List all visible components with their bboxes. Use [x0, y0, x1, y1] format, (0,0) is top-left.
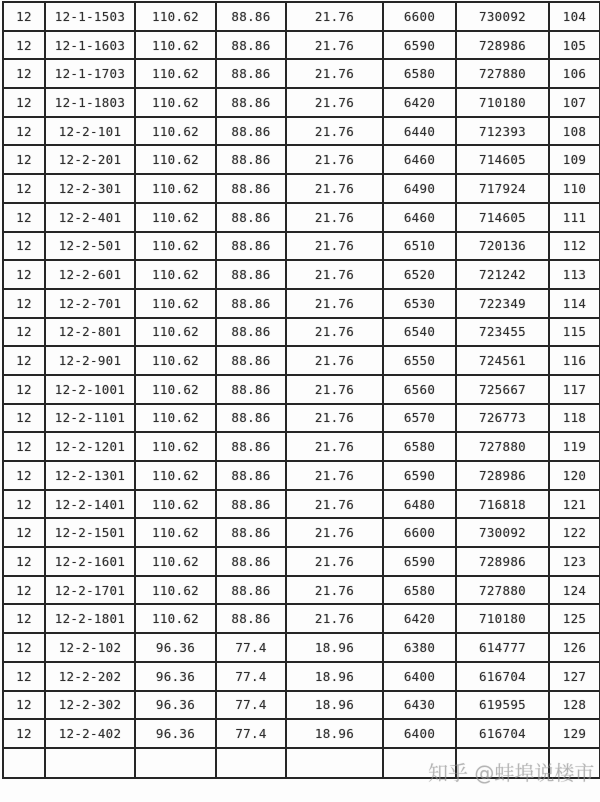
table-row: [3, 719, 600, 748]
table-cell: 12-2-1201: [45, 432, 135, 461]
table-cell: 12-2-101: [45, 117, 135, 146]
table-cell: 6460: [383, 145, 456, 174]
table-cell: 110.62: [135, 145, 216, 174]
table-cell: 6480: [383, 490, 456, 519]
table-cell: 110: [549, 174, 600, 203]
table-cell: 724561: [456, 346, 549, 375]
table-cell: 12: [3, 145, 45, 174]
table-cell: 12: [3, 719, 45, 748]
table-cell: 12-2-1701: [45, 576, 135, 605]
table-cell: 88.86: [216, 518, 286, 547]
table-cell: 77.4: [216, 719, 286, 748]
table-cell: 88.86: [216, 432, 286, 461]
table-cell: 728986: [456, 547, 549, 576]
table-cell: 12: [3, 518, 45, 547]
price-table: [2, 1, 600, 779]
table-cell: 12: [3, 604, 45, 633]
table-cell: 121: [549, 490, 600, 519]
table-cell: 616704: [456, 719, 549, 748]
table-cell: 6540: [383, 318, 456, 347]
table-cell: 12-2-1001: [45, 375, 135, 404]
table-cell: 6560: [383, 375, 456, 404]
table-cell: 88.86: [216, 375, 286, 404]
table-cell: 18.96: [286, 662, 383, 691]
table-cell: 725667: [456, 375, 549, 404]
table-cell: 730092: [456, 518, 549, 547]
table-cell: 21.76: [286, 203, 383, 232]
table-row: [3, 289, 600, 318]
table-cell: 6420: [383, 88, 456, 117]
table-cell: 21.76: [286, 404, 383, 433]
table-cell: 110.62: [135, 547, 216, 576]
table-cell: 12: [3, 490, 45, 519]
table-cell: 721242: [456, 260, 549, 289]
table-cell: 110.62: [135, 604, 216, 633]
table-cell: 127: [549, 662, 600, 691]
table-cell: 110.62: [135, 88, 216, 117]
table-row: [3, 88, 600, 117]
table-cell: 21.76: [286, 260, 383, 289]
table-cell: 107: [549, 88, 600, 117]
table-cell: 728986: [456, 461, 549, 490]
table-cell: 126: [549, 633, 600, 662]
table-cell: 110.62: [135, 174, 216, 203]
table-cell: 88.86: [216, 117, 286, 146]
table-cell: 88.86: [216, 289, 286, 318]
table-cell: 21.76: [286, 576, 383, 605]
table-cell: 6590: [383, 31, 456, 60]
table-cell: 21.76: [286, 59, 383, 88]
table-cell: 12-2-701: [45, 289, 135, 318]
table-cell: 12-2-401: [45, 203, 135, 232]
table-cell: 110.62: [135, 31, 216, 60]
table-cell: 6440: [383, 117, 456, 146]
table-cell: 88.86: [216, 145, 286, 174]
table-cell: 114: [549, 289, 600, 318]
table-cell: 12-2-601: [45, 260, 135, 289]
table-cell: 123: [549, 547, 600, 576]
table-row: [3, 2, 600, 31]
table-cell: 110.62: [135, 232, 216, 261]
table-cell: 12-2-301: [45, 174, 135, 203]
table-cell: 88.86: [216, 490, 286, 519]
table-row: [3, 633, 600, 662]
table-cell: 12: [3, 260, 45, 289]
table-cell: 124: [549, 576, 600, 605]
table-cell: 122: [549, 518, 600, 547]
table-cell: 12: [3, 633, 45, 662]
table-cell: 105: [549, 31, 600, 60]
table-cell: 12: [3, 662, 45, 691]
table-cell: 12: [3, 576, 45, 605]
table-cell: 110.62: [135, 2, 216, 31]
table-cell: 619595: [456, 691, 549, 720]
table-cell: 6580: [383, 576, 456, 605]
table-cell: 110.62: [135, 117, 216, 146]
table-cell: 720136: [456, 232, 549, 261]
table-cell: 6420: [383, 604, 456, 633]
table-cell: 88.86: [216, 31, 286, 60]
table-cell: 12: [3, 547, 45, 576]
table-cell: 21.76: [286, 232, 383, 261]
table-cell: 116: [549, 346, 600, 375]
table-cell: 21.76: [286, 490, 383, 519]
table-row: [3, 318, 600, 347]
table-cell: 712393: [456, 117, 549, 146]
table-row: [3, 461, 600, 490]
table-row-clipped: [3, 748, 600, 778]
table-cell: 12: [3, 117, 45, 146]
table-row: [3, 432, 600, 461]
table-cell: 110.62: [135, 203, 216, 232]
table-cell: 96.36: [135, 633, 216, 662]
table-cell: 88.86: [216, 604, 286, 633]
table-cell: 727880: [456, 59, 549, 88]
table-cell: 21.76: [286, 289, 383, 318]
table-cell: [3, 748, 45, 778]
table-cell: 6600: [383, 2, 456, 31]
table-cell: 12-2-1301: [45, 461, 135, 490]
table-cell: 113: [549, 260, 600, 289]
table-cell: 115: [549, 318, 600, 347]
table-cell: 88.86: [216, 318, 286, 347]
table-cell: 12-2-1501: [45, 518, 135, 547]
table-cell: 12-1-1503: [45, 2, 135, 31]
table-cell: 6590: [383, 461, 456, 490]
table-cell: 88.86: [216, 547, 286, 576]
table-cell: 88.86: [216, 461, 286, 490]
table-cell: 716818: [456, 490, 549, 519]
table-cell: 6490: [383, 174, 456, 203]
table-row: [3, 547, 600, 576]
table-cell: 6600: [383, 518, 456, 547]
table-cell: 12: [3, 318, 45, 347]
table-cell: 117: [549, 375, 600, 404]
table-row: [3, 346, 600, 375]
table-row: [3, 375, 600, 404]
table-cell: 129: [549, 719, 600, 748]
table-cell: 12-2-1401: [45, 490, 135, 519]
table-cell: 110.62: [135, 318, 216, 347]
table-cell: 12: [3, 432, 45, 461]
table-cell: 110.62: [135, 375, 216, 404]
table-cell: 6380: [383, 633, 456, 662]
table-cell: 110.62: [135, 260, 216, 289]
table-cell: 125: [549, 604, 600, 633]
table-cell: 12-2-1601: [45, 547, 135, 576]
table-row: [3, 576, 600, 605]
table-cell: 88.86: [216, 59, 286, 88]
table-row: [3, 490, 600, 519]
table-cell: 119: [549, 432, 600, 461]
table-cell: 110.62: [135, 346, 216, 375]
table-cell: 88.86: [216, 2, 286, 31]
table-cell: 722349: [456, 289, 549, 318]
table-cell: 728986: [456, 31, 549, 60]
table-cell: 88.86: [216, 203, 286, 232]
table-cell: 12-2-901: [45, 346, 135, 375]
table-cell: 727880: [456, 432, 549, 461]
table-cell: 77.4: [216, 662, 286, 691]
table-cell: 110.62: [135, 59, 216, 88]
table-row: [3, 31, 600, 60]
table-cell: 120: [549, 461, 600, 490]
table-cell: 88.86: [216, 232, 286, 261]
table-cell: 96.36: [135, 691, 216, 720]
table-cell: 12: [3, 31, 45, 60]
table-cell: 12-1-1803: [45, 88, 135, 117]
table-cell: [383, 748, 456, 778]
table-cell: 21.76: [286, 117, 383, 146]
table-cell: 18.96: [286, 633, 383, 662]
table-cell: 6430: [383, 691, 456, 720]
table-cell: 6590: [383, 547, 456, 576]
table-cell: 88.86: [216, 174, 286, 203]
table-row: [3, 232, 600, 261]
table-cell: 110.62: [135, 289, 216, 318]
table-cell: 88.86: [216, 576, 286, 605]
table-cell: 616704: [456, 662, 549, 691]
table-cell: 110.62: [135, 576, 216, 605]
table-cell: 12: [3, 461, 45, 490]
table-cell: 12-2-102: [45, 633, 135, 662]
table-body: [3, 2, 600, 748]
table-cell: 110.62: [135, 432, 216, 461]
table-cell: 6460: [383, 203, 456, 232]
table-cell: 108: [549, 117, 600, 146]
table-cell: 6550: [383, 346, 456, 375]
table-cell: 730092: [456, 2, 549, 31]
table-cell: 12-2-201: [45, 145, 135, 174]
table-cell: 21.76: [286, 432, 383, 461]
clipped-row-container: [3, 748, 600, 778]
table-cell: 21.76: [286, 547, 383, 576]
table-cell: 12-1-1603: [45, 31, 135, 60]
table-cell: 6580: [383, 59, 456, 88]
table-cell: 723455: [456, 318, 549, 347]
table-cell: 110.62: [135, 518, 216, 547]
table-cell: 96.36: [135, 662, 216, 691]
table-cell: 96.36: [135, 719, 216, 748]
table-cell: 12: [3, 88, 45, 117]
table-row: [3, 203, 600, 232]
table-cell: 12-2-1801: [45, 604, 135, 633]
table-cell: 12: [3, 203, 45, 232]
table-cell: 21.76: [286, 461, 383, 490]
table-cell: 21.76: [286, 604, 383, 633]
table-cell: 21.76: [286, 2, 383, 31]
table-cell: 18.96: [286, 691, 383, 720]
table-row: [3, 404, 600, 433]
table-cell: 77.4: [216, 691, 286, 720]
table-cell: 614777: [456, 633, 549, 662]
table-cell: 12-2-1101: [45, 404, 135, 433]
table-cell: 104: [549, 2, 600, 31]
table-cell: 12: [3, 404, 45, 433]
table-cell: 12-2-501: [45, 232, 135, 261]
table-cell: 6400: [383, 719, 456, 748]
table-cell: 6570: [383, 404, 456, 433]
table-cell: 12-2-801: [45, 318, 135, 347]
table-cell: [216, 748, 286, 778]
table-cell: 12: [3, 2, 45, 31]
table-cell: 21.76: [286, 518, 383, 547]
table-row: [3, 662, 600, 691]
table-cell: 12: [3, 375, 45, 404]
table-cell: 717924: [456, 174, 549, 203]
table-cell: 128: [549, 691, 600, 720]
table-cell: 6520: [383, 260, 456, 289]
table-cell: 21.76: [286, 145, 383, 174]
table-row: [3, 518, 600, 547]
table-cell: 710180: [456, 604, 549, 633]
table-cell: 110.62: [135, 461, 216, 490]
table-cell: 12-2-402: [45, 719, 135, 748]
table-cell: [45, 748, 135, 778]
table-cell: 710180: [456, 88, 549, 117]
table-cell: 88.86: [216, 404, 286, 433]
table-cell: 12: [3, 174, 45, 203]
table-cell: 18.96: [286, 719, 383, 748]
table-row: [3, 604, 600, 633]
table-cell: 12: [3, 232, 45, 261]
table-cell: 88.86: [216, 346, 286, 375]
table-cell: 21.76: [286, 318, 383, 347]
table-cell: 77.4: [216, 633, 286, 662]
table-cell: 118: [549, 404, 600, 433]
table-cell: 12: [3, 346, 45, 375]
table-cell: [549, 748, 600, 778]
table-cell: 6580: [383, 432, 456, 461]
table-cell: 110.62: [135, 404, 216, 433]
table-cell: 12: [3, 691, 45, 720]
table-cell: 6400: [383, 662, 456, 691]
table-cell: 21.76: [286, 375, 383, 404]
table-row: [3, 691, 600, 720]
table-cell: 12-2-302: [45, 691, 135, 720]
table-cell: 727880: [456, 576, 549, 605]
table-cell: 12-1-1703: [45, 59, 135, 88]
table-cell: 111: [549, 203, 600, 232]
table-row: [3, 59, 600, 88]
table-cell: 88.86: [216, 88, 286, 117]
table-cell: [135, 748, 216, 778]
table-cell: 112: [549, 232, 600, 261]
table-cell: 88.86: [216, 260, 286, 289]
table-row: [3, 145, 600, 174]
table-cell: 726773: [456, 404, 549, 433]
table-cell: 21.76: [286, 174, 383, 203]
table-cell: 12: [3, 289, 45, 318]
table-cell: 12: [3, 59, 45, 88]
table-cell: 110.62: [135, 490, 216, 519]
zhihu-watermark: 知乎 @蚌埠说楼市: [428, 761, 595, 785]
table-cell: 21.76: [286, 88, 383, 117]
table-cell: [456, 748, 549, 778]
table-row: [3, 117, 600, 146]
table-cell: 21.76: [286, 31, 383, 60]
table-cell: 106: [549, 59, 600, 88]
table-row: [3, 174, 600, 203]
table-cell: 109: [549, 145, 600, 174]
table-cell: [286, 748, 383, 778]
table-cell: 6530: [383, 289, 456, 318]
table-cell: 21.76: [286, 346, 383, 375]
table-cell: 12-2-202: [45, 662, 135, 691]
table-cell: 714605: [456, 145, 549, 174]
table-row: [3, 260, 600, 289]
table-cell: 6510: [383, 232, 456, 261]
table-cell: 714605: [456, 203, 549, 232]
